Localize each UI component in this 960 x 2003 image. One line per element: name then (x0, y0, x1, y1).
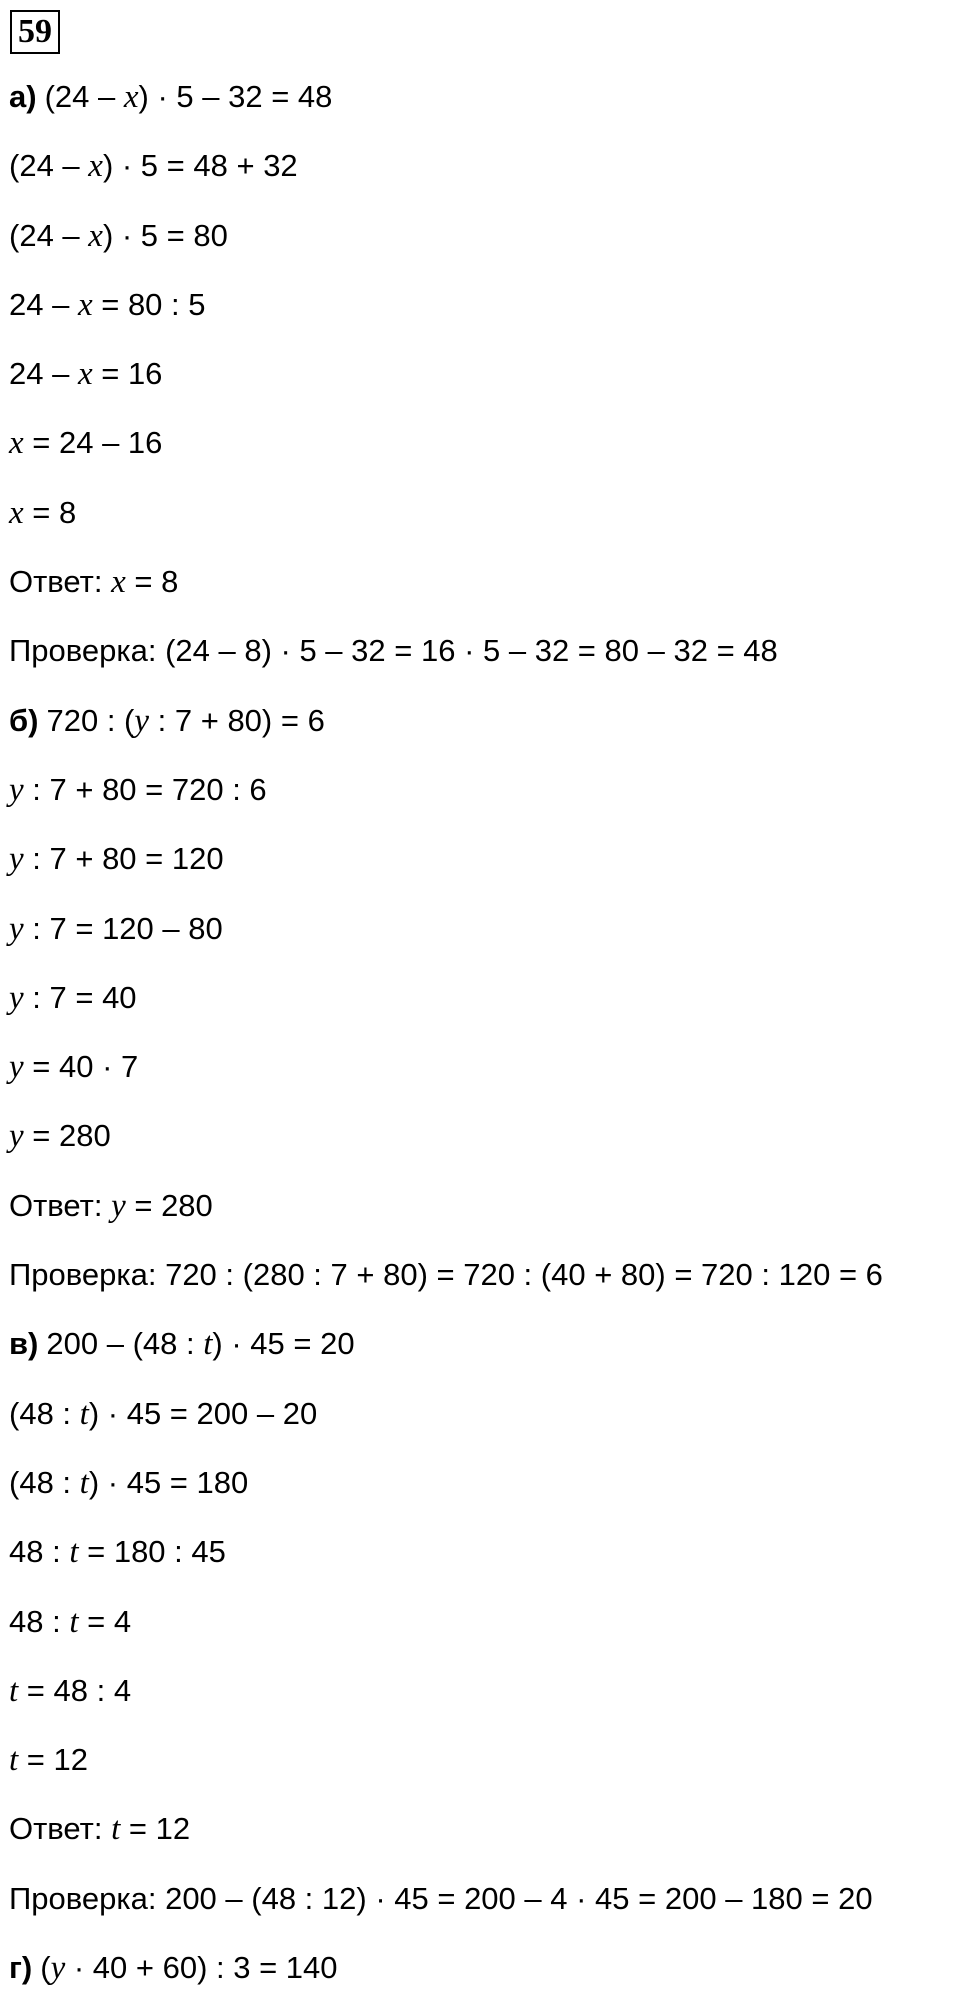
equation-text: (48 : (9, 1464, 80, 1500)
equation-text: Проверка: 200 – (48 : 12) · 45 = 200 – 4 · 45 = 200 – 180 = 20 (9, 1880, 873, 1916)
equation-line (9, 1240, 954, 1309)
equation-text: = 80 : 5 (92, 286, 206, 322)
equation-line (9, 1517, 954, 1586)
math-variable: x (123, 79, 139, 115)
equation-text: ) · 5 – 32 = 48 (138, 79, 333, 114)
math-variable: y (111, 1187, 126, 1224)
math-variable: t (79, 1464, 89, 1501)
equation-line (9, 1379, 954, 1448)
math-variable: y (50, 1950, 66, 1987)
equation-line (9, 408, 954, 477)
math-variable: y (9, 910, 24, 947)
task-number-box: 59 (10, 10, 60, 54)
equation-line (9, 131, 954, 200)
equation-text: Ответ: (9, 1811, 112, 1847)
equation-text: ) · 5 = 48 + 32 (102, 148, 298, 184)
solution-lines (9, 62, 954, 2002)
math-variable: x (77, 286, 93, 323)
equation-text: 720 : ( (46, 702, 135, 738)
equation-line (9, 686, 954, 755)
math-variable: y (9, 979, 24, 1016)
equation-line (9, 1448, 954, 1517)
equation-text: 48 : (9, 1603, 70, 1639)
equation-text: 24 – (9, 356, 78, 392)
equation-text: = 12 (120, 1811, 191, 1847)
math-variable: x (88, 217, 103, 254)
equation-line (9, 1656, 954, 1725)
equation-text: ) · 5 = 80 (102, 217, 228, 253)
equation-text: = 280 (23, 1118, 111, 1154)
math-variable: x (9, 494, 24, 531)
math-variable: x (77, 356, 93, 393)
math-variable: t (9, 1742, 19, 1779)
equation-text: = 48 : 4 (18, 1672, 132, 1708)
equation-line (9, 1864, 954, 1933)
equation-line (9, 339, 954, 408)
equation-line (9, 547, 954, 616)
equation-text: ) · 45 = 20 (212, 1326, 355, 1362)
equation-text: (24 – (9, 217, 89, 253)
equation-line (9, 201, 954, 270)
math-variable: t (203, 1326, 213, 1363)
equation-line (9, 270, 954, 339)
equation-text: = 4 (78, 1603, 132, 1639)
equation-text: = 40 · 7 (23, 1049, 139, 1085)
math-variable: x (9, 425, 24, 462)
equation-line (9, 1587, 954, 1656)
equation-line (9, 1725, 954, 1794)
equation-line (9, 616, 954, 685)
equation-text: = 24 – 16 (23, 425, 163, 461)
equation-text: Проверка: (24 – 8) · 5 – 32 = 16 · 5 – 32 = 80 – 32 = 48 (9, 633, 778, 669)
equation-text: Ответ: (9, 1187, 112, 1223)
math-variable: t (111, 1811, 121, 1848)
math-variable: y (134, 702, 150, 739)
equation-text: : 7 = 40 (23, 979, 137, 1015)
equation-line (9, 1171, 954, 1240)
equation-line (9, 824, 954, 893)
equation-text: ( (40, 1950, 51, 1986)
math-variable: y (9, 771, 24, 808)
equation-line (9, 62, 954, 131)
math-variable: t (69, 1603, 79, 1640)
math-variable: y (9, 1049, 24, 1086)
equation-text: : 7 = 120 – 80 (23, 910, 223, 946)
math-variable: y (9, 841, 24, 878)
equation-text: : 7 + 80 = 120 (23, 841, 224, 877)
equation-text: = 8 (125, 564, 179, 600)
equation-text: : 7 + 80 = 720 : 6 (23, 771, 267, 807)
equation-line (9, 478, 954, 547)
equation-line (9, 1933, 954, 2002)
equation-line (9, 1101, 954, 1170)
equation-text: = 8 (23, 494, 77, 530)
math-variable: x (88, 148, 103, 185)
equation-line (9, 1309, 954, 1378)
equation-text: 48 : (9, 1534, 70, 1570)
equation-text: 24 – (9, 286, 78, 322)
equation-text: (24 – (9, 148, 89, 184)
part-label: б) (9, 702, 39, 738)
math-variable: t (69, 1534, 79, 1571)
part-label: г) (9, 1950, 33, 1986)
equation-text: · 40 + 60) : 3 = 140 (65, 1950, 338, 1986)
part-label: а) (9, 79, 37, 114)
equation-text: (48 : (9, 1395, 80, 1431)
equation-text: = 280 (125, 1187, 213, 1223)
equation-text: 200 – (48 : (46, 1326, 204, 1362)
math-variable: y (9, 1118, 24, 1155)
math-variable: t (9, 1672, 19, 1709)
part-label: в) (9, 1326, 39, 1362)
equation-line (9, 894, 954, 963)
math-variable: t (79, 1395, 89, 1432)
equation-line (9, 963, 954, 1032)
equation-text: : 7 + 80) = 6 (149, 702, 325, 738)
equation-text: = 180 : 45 (78, 1534, 226, 1570)
equation-text: (24 – (44, 79, 124, 114)
equation-text: Ответ: (9, 564, 112, 600)
equation-text: ) · 45 = 180 (88, 1464, 249, 1500)
equation-text: = 12 (18, 1742, 88, 1778)
equation-line (9, 1032, 954, 1101)
equation-line (9, 1794, 954, 1863)
equation-line (9, 755, 954, 824)
math-variable: x (111, 564, 126, 601)
equation-text: Проверка: 720 : (280 : 7 + 80) = 720 : (40 + 80) = 720 : 120 = 6 (9, 1257, 883, 1293)
equation-text: ) · 45 = 200 – 20 (88, 1395, 318, 1431)
equation-text: = 16 (92, 356, 163, 392)
